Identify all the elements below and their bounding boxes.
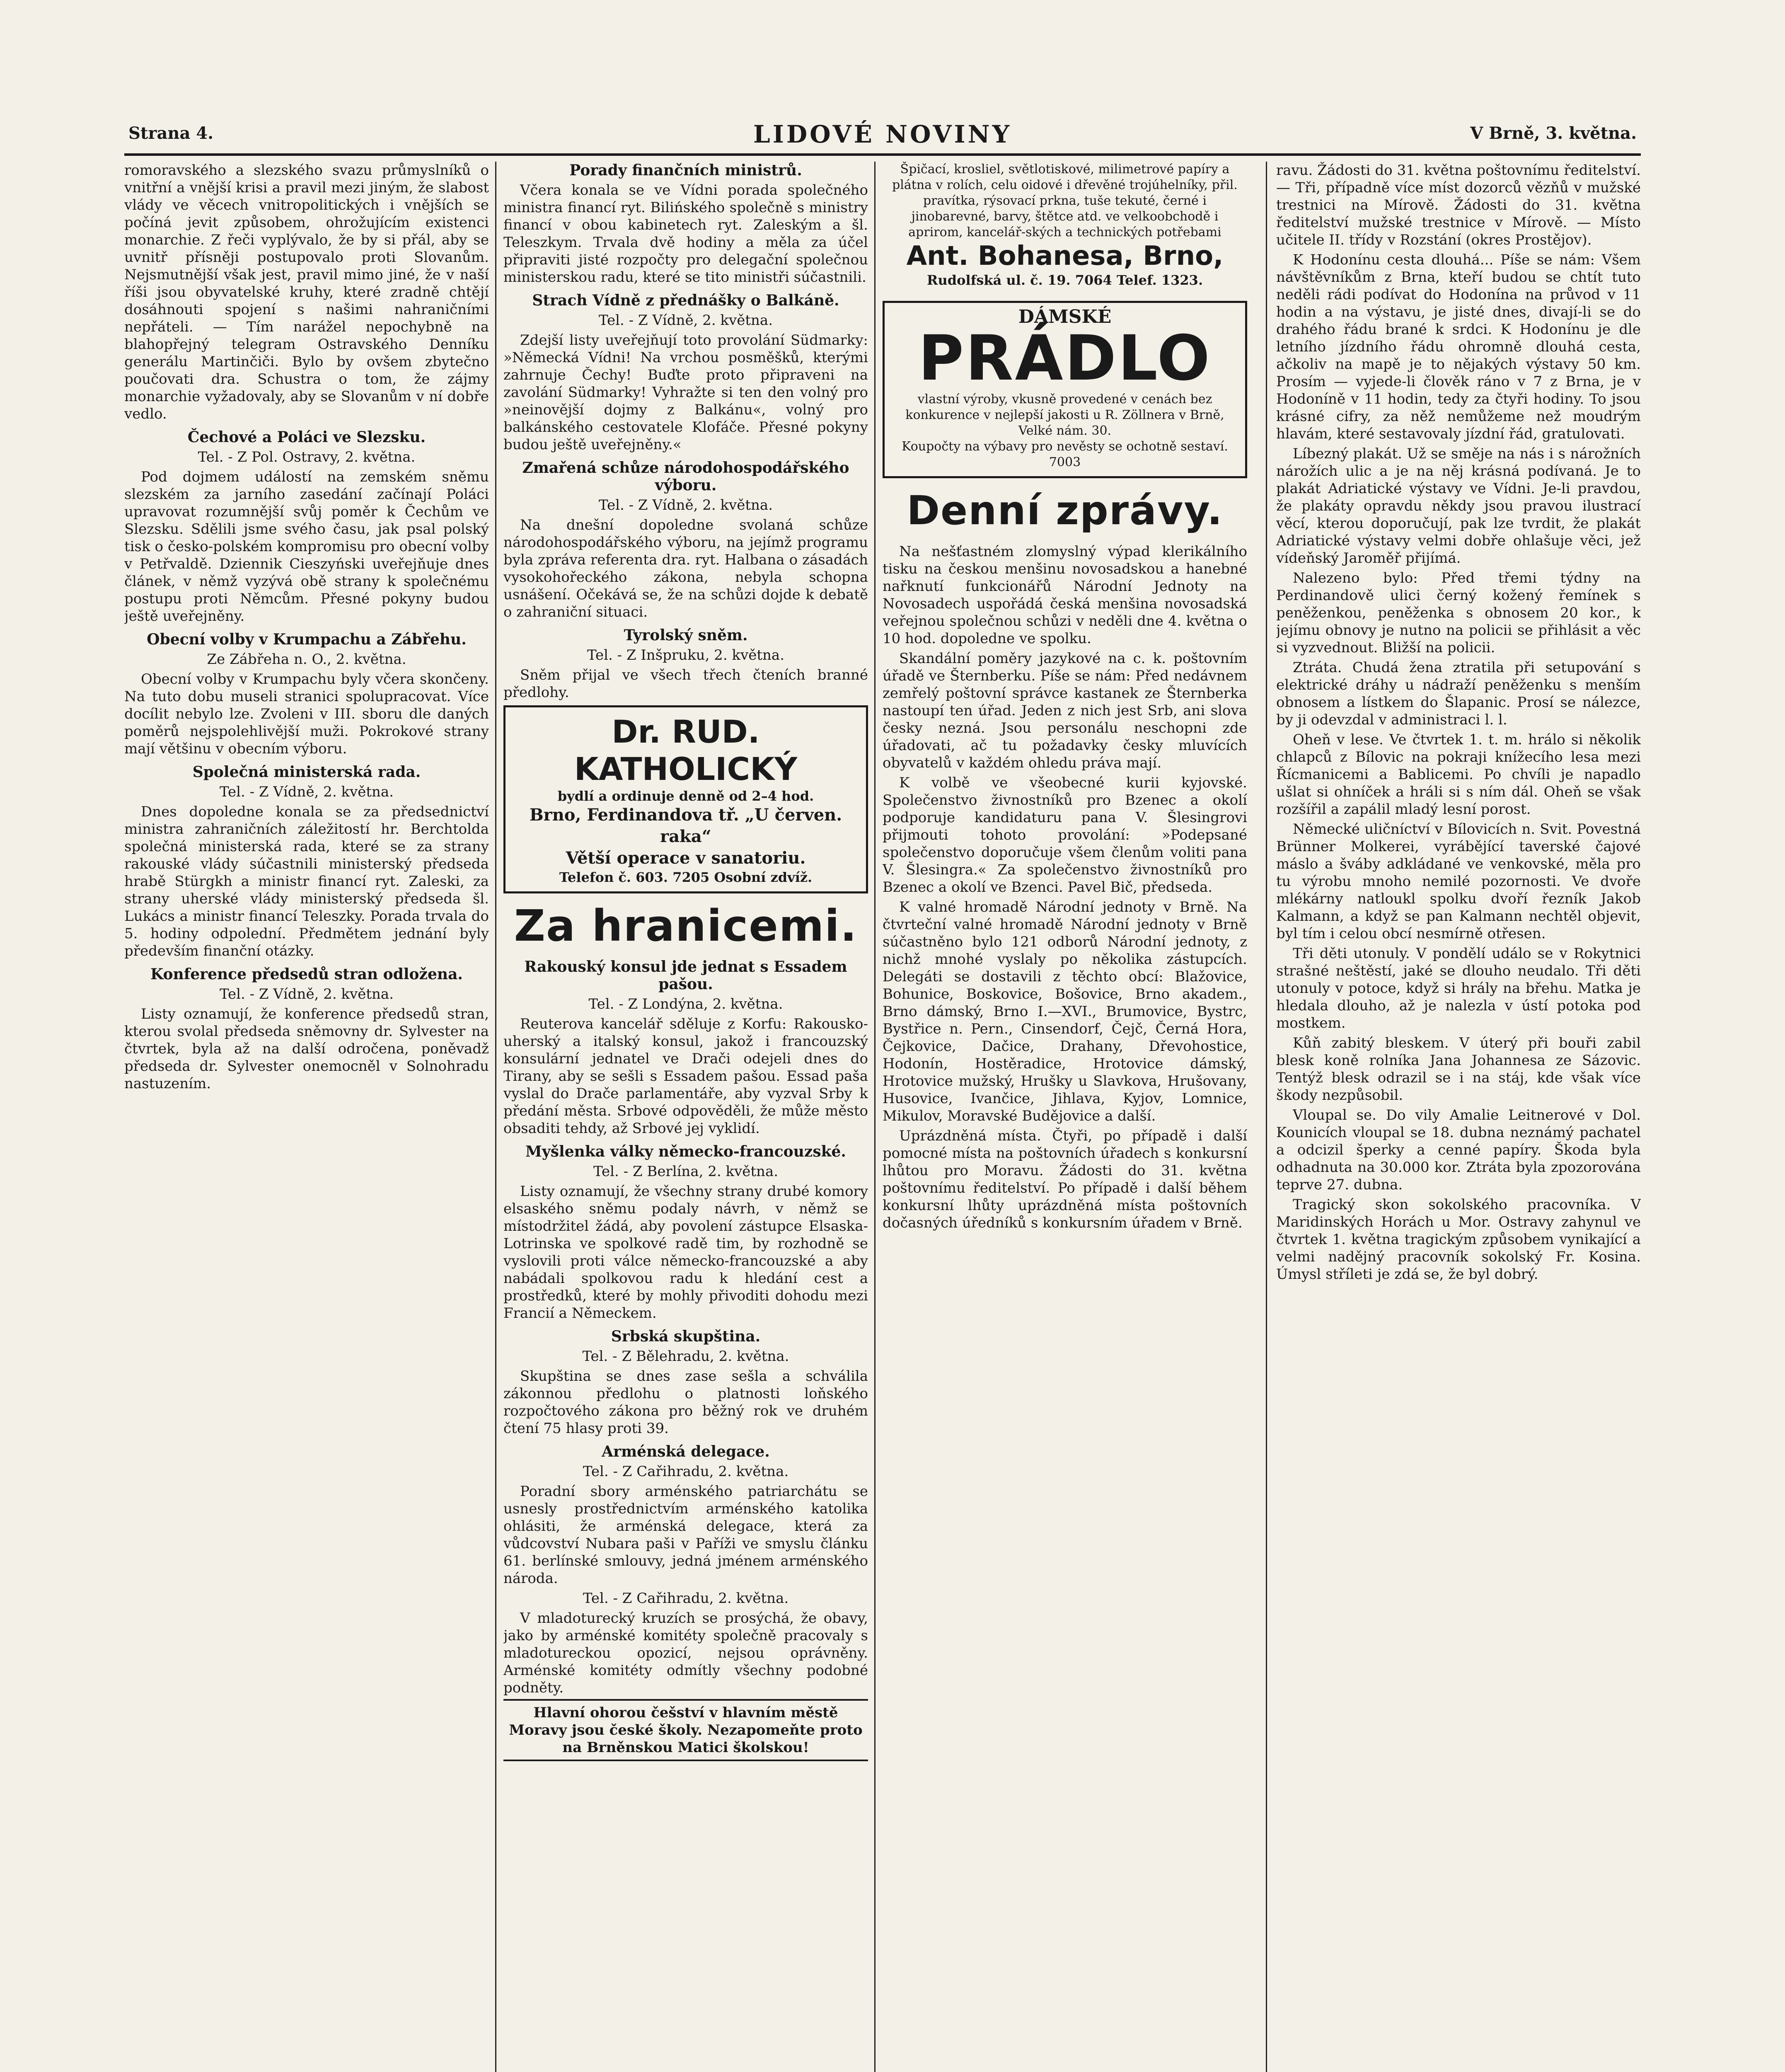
article-text: Líbezný plakát. Už se směje na nás i s nárožních nárožích ulic a je na něj krásná podívaná. Je to plakát Adriatické výstavy ve Vídni. Je-li pravdou, že plakáty opravdu někdy jsou pravou ilustrací věcí, kterou doporučují, pak lze tvrdit, že plakát Adriatické výstavy velmi dobře ohlašuje věci, jež vídeňský Jaroměř přijímá.	[1276, 445, 1641, 566]
article-text: Pod dojmem událostí na zemském sněmu slezském za jarního zasedání začínají Poláci upravovat rozumnější svůj poměr k Čechům ve Slezsku. Sdělili jsme svého času, jak psal polský tisk o česko-polském kompromisu pro obecní volby v Petřvaldě. Dziennik Cieszyński uveřejňuje dnes článek, v němž vyzývá obě strany k společnému postupu proti Němcům. Přesné pokyny budou ještě uveřejněny.	[124, 469, 489, 625]
stationery-advertisement	[883, 162, 1247, 294]
column-rule	[874, 162, 876, 2072]
article-dateline: Tel. - Z Cařihradu, 2. května.	[583, 1590, 789, 1607]
article-text: K volbě ve všeobecné kurii kyjovské. Společenstvo živnostníků pro Bzenec a okolí podporuje kandidaturu pana V. Šlesingrovi přijmouti tohoto provolání: »Podepsané společenstvo doporučuje všem členům voliti pana V. Šlesingra.« Za společenstvo živnostníků pro Bzenec a okolí ve Bzenci. Pavel Bič, předseda.	[883, 775, 1247, 896]
article-text: Sněm přijal ve všech třech čteních branné předlohy.	[503, 667, 868, 701]
page-number: Strana 4.	[128, 123, 214, 143]
ad-address: Rudolfská ul. č. 19. 7064 Telef. 1323.	[926, 272, 1203, 288]
article-text: K valné hromadě Národní jednoty v Brně. Na čtvrteční valné hromadě Národní jednoty v Brně súčastněno bylo 121 odborů Národní jednoty, z nichž mnohé vyslaly po několika zástupcích. Delegáti se dostavili z těchto obcí: Blažovice, Bohunice, Boskovice, Bošovice, Brno akadem., Brno dámský, Brno I.—XVI., Brumovice, Bystrc, Bystřice n. Pern., Cinsendorf, Čejč, Černá Hora, Čejkovice, Dačice, Drahany, Dřevohostice, Hodonín, Hostěradice, Hrotovice dámský, Hrotovice mužský, Hrušky u Slavkova, Hrušovany, Husovice, Ivančice, Jihlava, Kyjov, Lomnice, Mikulov, Moravské Budějovice a další.	[883, 899, 1247, 1124]
article-text: Tři děti utonuly. V pondělí událo se v Rokytnici strašné neštěstí, jaké se dlouho neudalo. Tři děti utonuly v potoce, když si hrály na břehu. Matka je hledala dlouho, až je nalezla v ústí potoka pod mostkem.	[1276, 945, 1641, 1031]
newspaper-title: LIDOVÉ NOVINY	[753, 120, 1012, 148]
article-text: Nalezeno bylo: Před třemi týdny na Perdinandově ulici černý kožený řemínek s peněženkou, peněženka s obnosem 20 kor., k jejímu obnovy je nutno na policii se přihlásit a věc si vyzvednout. Bližší na policii.	[1276, 570, 1641, 656]
column-3	[883, 162, 1247, 2072]
ad-line: bydlí a ordinuje denně od 2–4 hod.	[557, 788, 814, 804]
article-heading: Myšlenka války německo-francouzské.	[525, 1143, 846, 1160]
article-heading: Strach Vídně z přednášky o Balkáně.	[532, 292, 839, 309]
article-dateline: Tel. - Z Vídně, 2. května.	[219, 784, 394, 800]
article-text: Včera konala se ve Vídni porada společného ministra financí ryt. Bilińského společně s ministry financí v obou kabinetech ryt. Zaleským a šl. Teleszkym. Trvala dvě hodiny a měla za účel připraviti jisté rozpočty pro delegační společnou ministerskou radu, které se tito ministři súčastnili.	[503, 182, 868, 286]
article-text: Na dnešní dopoledne svolaná schůze národohospodářského výboru, na jejímž programu byla zpráva referenta dra. ryt. Halbana o zásadách vysokohořeckého zákona, nebyla schopna usnášení. Očekává se, že na schůzi dojde k debatě o zahraniční situaci.	[503, 517, 868, 620]
doctor-advertisement	[503, 705, 868, 893]
article-heading: Tyrolský sněm.	[624, 627, 748, 644]
article-heading: Konference předsedů stran odložena.	[150, 966, 463, 983]
ad-title: PRÁDLO	[918, 322, 1212, 395]
article-dateline: Tel. - Z Cařihradu, 2. května.	[583, 1463, 789, 1480]
article-text: Reuterova kancelář sděluje z Korfu: Rakousko-uherský a italský konsul, jakož i francouzský konsulární jednatel ve Drači odejeli dnes do Tirany, aby se sešli s Essadem pašou. Essad paša vyslal do Drače parlamentáře, aby vyzval Srby k předání města. Srbové odpověděli, že může město obsaditi tehdy, až Srbové jej vyklidí.	[503, 1016, 868, 1137]
article-dateline: Tel. - Z Berlína, 2. května.	[593, 1163, 779, 1180]
article-dateline: Ze Zábřeha n. O., 2. května.	[207, 651, 406, 668]
article-heading: Arménská delegace.	[602, 1443, 770, 1460]
masthead	[124, 120, 1641, 156]
dateline: V Brně, 3. května.	[1470, 123, 1637, 143]
ad-title: Dr. RUD. KATHOLICKÝ	[574, 713, 798, 787]
article-heading: Porady finančních ministrů.	[569, 162, 802, 179]
article-heading: Společná ministerská rada.	[192, 763, 421, 781]
article-heading: Zmařená schůze národohospodářského výboru.	[522, 459, 849, 494]
article-dateline: Tel. - Z Pol. Ostravy, 2. května.	[198, 449, 416, 465]
school-notice: Hlavní ohorou češství v hlavním městě Moravy jsou české školy. Nezapomeňte proto na Brněnskou Matici školskou!	[503, 1699, 868, 1761]
article-heading: Čechové a Poláci ve Slezsku.	[187, 428, 426, 446]
article-dateline: Tel. - Z Inšpruku, 2. května.	[587, 647, 784, 663]
article-dateline: Tel. - Z Vídně, 2. května.	[219, 986, 394, 1002]
section-heading: Za hranicemi.	[514, 900, 858, 951]
article-text: Listy oznamují, že konference předsedů stran, kterou svolal předseda sněmovny dr. Sylvester na čtvrtek, byla až na další odročena, poněvadž předseda dr. Sylvester onemocněl v Solnohradu nastuzením.	[124, 1006, 489, 1092]
ad-line: Větší operace v sanatoriu.	[566, 848, 806, 868]
ad-title: Ant. Bohanesa, Brno,	[906, 241, 1224, 271]
article-heading: Obecní volby v Krumpachu a Zábřehu.	[147, 631, 467, 648]
article-text: ravu. Žádosti do 31. května poštovnímu ředitelství. — Tři, případně více míst dozorců vězňů v mužské trestnici na Mírově. Žádosti do 31. května ředitelství mužské trestnice v Mírově. — Místo učitele II. třídy v Rozstání (okres Prostějov).	[1276, 162, 1641, 248]
article-text: Poradní sbory arménského patriarchátu se usnesly prostřednictvím arménského katolika ohlásiti, že arménská delegace, která za vůdcovství Nubara paši v Paříži ve smyslu článku 61. berlínské smlouvy, jedná jménem arménského národa.	[503, 1483, 868, 1587]
ad-label: DÁMSKÉ	[1018, 306, 1112, 327]
article-text: Skandální poměry jazykové na c. k. poštovním úřadě ve Šternberku. Píše se nám: Před nedávnem zemřelý poštovní správce kastanek ze Šternberka nastoupí ten úřad. Jeden z nich jest Srb, ani slova česky nezná. Jsou personálu neschopni zde úřadovati, ač tu požadavky česky mluvících obyvatelů v každém ohledu práva mají.	[883, 650, 1247, 771]
ad-line: Brno, Ferdinandova tř. „U červen. raka“	[529, 805, 842, 846]
article-heading: Srbská skupština.	[611, 1328, 761, 1345]
article-text: Tragický skon sokolského pracovníka. V Maridinských Horách u Mor. Ostravy zahynul ve čtvrtek 1. května tragickým způsobem vynikající a velmi nadějný pracovník sokolský Fr. Kosina. Úmysl stříleti je zdá se, že byl dobrý.	[1276, 1196, 1641, 1283]
article-text: Skupština se dnes zase sešla a schválila zákonnou předlohu o platnosti loňského rozpočtového zákona pro běžný rok ve druhém čtení 75 hlasy proti 39.	[503, 1368, 868, 1437]
article-dateline: Tel. - Z Vídně, 2. května.	[598, 312, 773, 329]
article-heading: Rakouský konsul jde jednat s Essadem pašou.	[524, 958, 847, 993]
article-dateline: Tel. - Z Londýna, 2. května.	[588, 996, 783, 1012]
article-text: romoravského a slezského svazu průmyslníků o vnitřní a vnější krisi a pravil mezi jiným, že slabost vlády ve věcech vnitropolitických i vnějších se počíná jevit způsobem, ohrožujícím existenci monarchie. Z řeči vyplývalo, že by si přál, aby se uvnitř přísněji postupovalo proti Slovanům. Nejsmutnější však jest, pravil mimo jiné, že v naší říši jsou obyvatelské kruhy, které zradně chtějí dosáhnouti spojení s našimi nahraničními nepřáteli. — Tím narážel nepochybně na blahopřejný telegram Ostravského Denníku generálu Martinčiči. Bylo by ovšem zbytečno poučovati dra. Schustra o tom, že zájmy monarchie vyžadovaly, aby se Slovanům v ní dobře vedlo.	[124, 162, 489, 422]
article-text: Listy oznamují, že všechny strany drubé komory elsaského sněmu podaly návrh, v němž se místodržitel žádá, aby povolení zástupce Elsaska-Lotrinska ve spolkové radě tim, by rozhodně se vyslovili proti válce německo-francouzské a aby nabádali spolkovou radu k hledání cest a prostředků, které by mohly přivoditi dohodu mezi Francií a Německem.	[503, 1183, 868, 1322]
article-text: Zdejší listy uveřejňují toto provolání Südmarky: »Německá Vídni! Na vrchou posměšků, kterými zahrnuje Čechy! Buďte proto připraveni na zavolání Südmarky! Vyhražte si ten den volný pro »neinovější dojmy z Balkánu«, volný pro balkánského cestovatele Klofáče. Přesné pokyny budou ještě uveřejněny.«	[503, 332, 868, 453]
ad-line: Telefon č. 603. 7205 Osobní zdvíž.	[559, 869, 813, 885]
column-rule	[1266, 162, 1267, 2072]
ad-text: vlastní výroby, vkusně provedené v cenách bez konkurence v nejlepší jakosti u R. Zöllnera v Brně, Velké nám. 30.	[905, 392, 1224, 438]
linen-advertisement	[883, 301, 1247, 478]
article-text: Oheň v lese. Ve čtvrtek 1. t. m. hrálo si několik chlapců z Bílovic na pokraji knížecího lesa mezi Řícmanicemi a Bablicemi. Po chvíli je napadlo ušlat si ohníček a hráli si s ním dál. Oheň se však rozšířil a zapálil mladý lesní porost.	[1276, 731, 1641, 818]
article-text: Německé uličníctví v Bílovicích n. Svit. Povestná Brünner Molkerei, vyrábějící taverské čajové máslo a šváby adkládané ve venkovské, měla pro tu výrobu mnoho nemilé pozornosti. Ve dvoře mlékárny natloukl spolku dvoří řezník Jakob Kalmann, a když se pan Kalmann nechtěl objevit, byl tím i celou obcí nesmírně otřesen.	[1276, 821, 1641, 942]
article-text: Obecní volby v Krumpachu byly včera skončeny. Na tuto dobu museli stranici spolupracovat. Více docílit nebylo lze. Zvoleni v III. sboru dle daných poměrů nejspolehlivější muži. Pokrokové strany mají většinu v obecním výboru.	[124, 671, 489, 757]
ad-text: Špičací, krosliel, světlotiskové, milimetrové papíry a plátna v rolích, celu oidové i dřevěné trojúhelníky, přil. pravítka, rýsovací prkna, tuše tekuté, černé i jinobarevné, barvy, štětce atd. ve velkoobchodě i aprirom, kancelář-ských a technických potřebami	[892, 162, 1238, 240]
article-dateline: Tel. - Z Bělehradu, 2. května.	[582, 1348, 789, 1365]
ad-note: Koupočty na výbavy pro nevěsty se ochotně sestaví. 7003	[902, 439, 1228, 470]
article-text: Ztráta. Chudá žena ztratila při setupování s elektrické dráhy u nádraží peněženku s menším obnosem a lístkem do Šlapanic. Prosí se nálezce, by ji odevzdal v administraci l. l.	[1276, 659, 1641, 728]
article-dateline: Tel. - Z Vídně, 2. května.	[598, 497, 773, 513]
column-2	[503, 162, 868, 2072]
article-text: Vloupal se. Do vily Amalie Leitnerové v Dol. Kounicích vloupal se 18. dubna neznámý pachatel a odcizil šperky a cenné papíry. Škoda byla odhadnuta na 30.000 kor. Ztráta byla zpozorována teprve 27. dubna.	[1276, 1107, 1641, 1193]
article-text: Kůň zabitý bleskem. V úterý při bouři zabil blesk koně rolníka Jana Johannesa ze Sázovic. Tentýž blesk odrazil se i na stáj, kde však více škody nezpůsobil.	[1276, 1035, 1641, 1104]
column-rule	[495, 162, 496, 2072]
column-1	[124, 162, 489, 2072]
article-text: Dnes dopoledne konala se za předsednictví ministra zahraničních záležitostí hr. Berchtolda společná ministerská rada, které se za strany rakouské vlády súčastnili ministerský předseda hrabě Stürgkh a ministr financí ryt. Zaleski, za strany uherské vlády ministerský předseda šl. Lukács a ministr financí Teleszky. Porada trvala do 5. hodiny odpolední. Předmětem jednání byly především finanční otázky.	[124, 804, 489, 959]
section-heading: Denní zprávy.	[907, 487, 1223, 534]
article-text: K Hodonínu cesta dlouhá... Píše se nám: Všem návštěvníkům z Brna, kteří budou se chtít tuto neděli rádi podívat do Hodonína na průvod v 11 hodin a na výstavu, je jisté dnes, divají-li se do drahého řádu brané k srdci. K Hodonínu je dle letního jízdního řádu ohromně dlouhá cesta, ačkoliv na mapě je to nějakých výstavy 50 km. Prosím — vyjede-li člověk ráno v 7 z Brna, je v Hodoníně v 11 hodin, tedy za čtyři hodiny. To jsou krásné cifry, za něž nemůžeme než moudrým hlavám, které sestavovaly jízdní řád, gratulovati.	[1276, 252, 1641, 442]
article-text: V mladoturecký kruzích se prosýchá, že obavy, jako by arménské komitéty společně pracovaly s mladotureckou opozicí, nejsou oprávněny. Arménské komitéty odmítly všechny podobné podněty.	[503, 1610, 868, 1696]
article-text: Na nešťastném zlomyslný výpad klerikálního tisku na českou menšinu novosadskou a hanebné nařknutí funkcionářů Národní Jednoty na Novosadech uspořádá česká menšina novosadská veřejnou společnou schůzi v neděli dne 4. května o 10 hod. dopoledne ve spolku.	[883, 543, 1247, 647]
column-4	[1276, 162, 1641, 2072]
article-text: Uprázdněná místa. Čtyři, po případě i další pomocné místa na poštovních úřadech s konkursní lhůtou pro Moravu. Žádosti do 31. května poštovnímu ředitelství. Po případě i další během konkursní lhůty uprázdněná místa poštovních dočasných úředníků s konkursním úřadem v Brně.	[883, 1128, 1247, 1231]
